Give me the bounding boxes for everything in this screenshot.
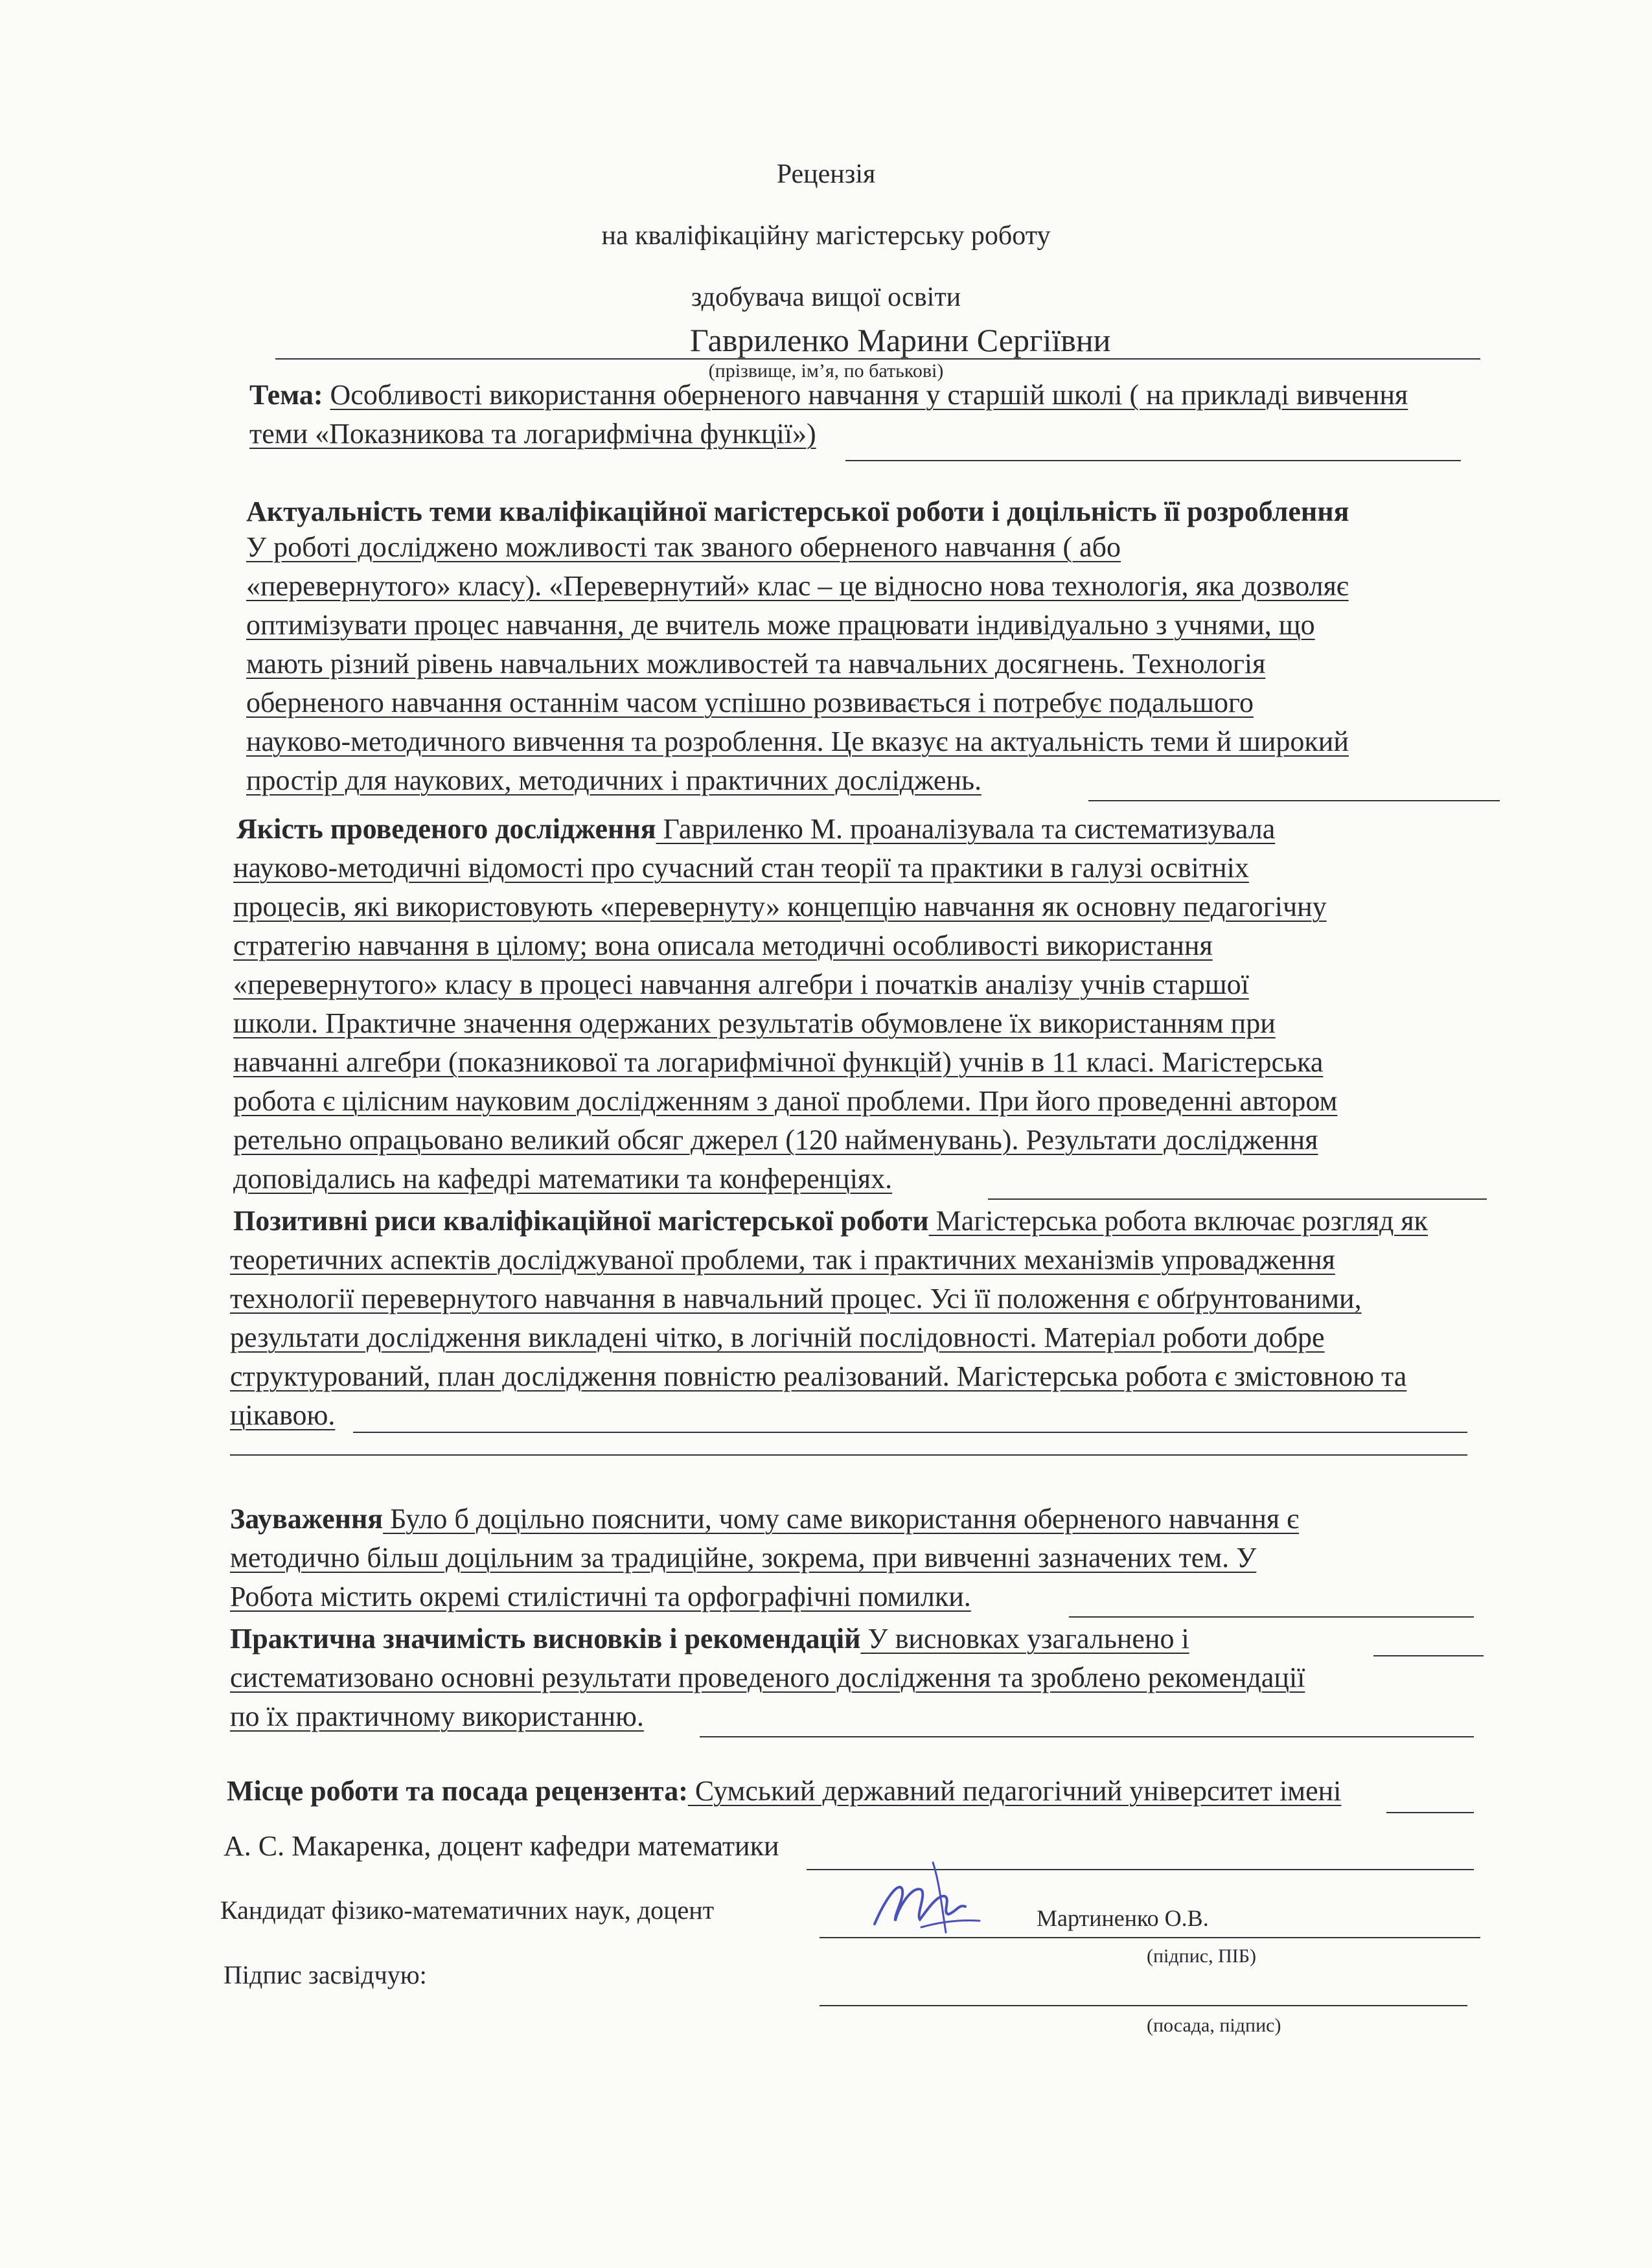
quality-line: робота є цілісним науковим дослідженням з даної проблеми. При його проведенні автором	[233, 1085, 1338, 1117]
positive-label: Позитивні риси кваліфікаційної магістерської роботи	[233, 1205, 929, 1237]
workplace-line-2: А. С. Макаренка, доцент кафедри математики	[224, 1830, 779, 1862]
workplace-rule-1	[1386, 1812, 1474, 1813]
relevance-line: У роботі досліджено можливості так званого оберненого навчання ( або	[246, 531, 1121, 563]
positive-line: технології перевернутого навчання в навчальний процес. Усі її положення є обґрунтованими,	[230, 1283, 1362, 1314]
quality-line: навчанні алгебри (показникової та логарифмічної функцій) учнів в 11 класі. Магістерська	[233, 1046, 1324, 1078]
quality-rule	[988, 1198, 1487, 1200]
quality-line: «перевернутого» класу в процесі навчання алгебри і початків аналізу учнів старшої	[233, 968, 1249, 1000]
topic-label: Тема:	[249, 379, 323, 411]
relevance-line: простір для наукових, методичних і практичних досліджень.	[246, 764, 982, 796]
practical-line: систематизовано основні результати проведеного дослідження та зроблено рекомендації	[230, 1662, 1305, 1693]
topic-line-1	[249, 376, 1408, 415]
remarks-line: Робота містить окремі стилістичні та орфографічні помилки.	[230, 1581, 971, 1612]
document-title: Рецензія	[776, 159, 876, 189]
signature-hint: (підпис, ПІБ)	[1147, 1945, 1256, 1967]
certify-hint: (посада, підпис)	[1147, 2015, 1281, 2036]
practical-rule-2	[700, 1736, 1474, 1737]
workplace-text-1: Сумський державний педагогічний університет імені	[687, 1775, 1342, 1807]
positive-rule-2	[230, 1454, 1467, 1456]
positive-line: цікавою.	[230, 1399, 336, 1431]
relevance-heading: Актуальність теми кваліфікаційної магістерської роботи і доцільність її розроблення	[246, 496, 1349, 527]
quality-line-1	[236, 810, 1275, 849]
topic-text-1: Особливості використання оберненого навчання у старшій школі ( на прикладі вивчення	[330, 379, 1408, 411]
positive-text-1: Магістерська робота включає розгляд як	[928, 1205, 1428, 1237]
quality-line: ретельно опрацьовано великий обсяг джерел (120 найменувань). Результати дослідження	[233, 1124, 1318, 1156]
positive-line-1	[233, 1202, 1428, 1241]
topic-text-2: теми «Показникова та логарифмічна функції»)	[249, 418, 816, 450]
quality-line: процесів, які використовують «перевернуту» концепцію навчання як основну педагогічну	[233, 891, 1327, 922]
reviewer-name-suffix: .	[1202, 1905, 1209, 1931]
handwritten-signature	[862, 1850, 991, 1947]
practical-label: Практична значимість висновків і рекомендацій	[230, 1623, 861, 1655]
quality-label: Якість проведеного дослідження	[236, 813, 656, 845]
relevance-line: науково-методичного вивчення та розроблення. Це вказує на актуальність теми й широкий	[246, 726, 1349, 757]
relevance-rule	[1088, 800, 1500, 801]
practical-line: по їх практичному використанню.	[230, 1701, 644, 1732]
relevance-line: «перевернутого» класу). «Перевернутий» клас – це відносно нова технологія, яка дозволяє	[246, 570, 1349, 602]
remarks-line-1	[230, 1500, 1299, 1539]
certify-label: Підпис засвідчую:	[224, 1960, 427, 1989]
topic-rule	[845, 460, 1461, 461]
document-subtitle: на кваліфікаційну магістерську роботу	[601, 221, 1051, 251]
relevance-line: оптимізувати процес навчання, де вчитель може працювати індивідуально з учнями, що	[246, 609, 1315, 641]
reviewer-name-text: Мартиненко О.В	[1037, 1905, 1203, 1931]
remarks-text-1: Було б доцільно пояснити, чому саме використання оберненого навчання є	[383, 1503, 1300, 1535]
topic-line-2	[249, 415, 816, 453]
positive-line: результати дослідження викладені чітко, в логічній послідовності. Матеріал роботи добре	[230, 1322, 1325, 1353]
workplace-line-1	[227, 1772, 1341, 1811]
certify-line	[820, 2005, 1467, 2006]
remarks-label: Зауваження	[230, 1503, 384, 1535]
reviewer-name	[1037, 1905, 1209, 1932]
positive-line: теоретичних аспектів досліджуваної проблеми, так і практичних механізмів упровадження	[230, 1244, 1335, 1276]
quality-line: науково-методичні відомості про сучасний стан теорії та практики в галузі освітніх	[233, 852, 1249, 884]
practical-line-1	[230, 1620, 1189, 1658]
reviewer-degree: Кандидат фізико-математичних наук, доцент	[220, 1896, 715, 1925]
quality-text-1: Гавриленко М. проаналізувала та систематизувала	[656, 813, 1276, 845]
relevance-line: оберненого навчання останнім часом успішно розвивається і потребує подальшого	[246, 687, 1254, 718]
student-name-hint: (прізвище, ім’я, по батькові)	[708, 360, 944, 382]
workplace-label: Місце роботи та посада рецензента:	[227, 1775, 688, 1807]
remarks-line: методично більш доцільним за традиційне, зокрема, при вивченні зазначених тем. У	[230, 1542, 1257, 1574]
positive-line: структурований, план дослідження повністю реалізований. Магістерська робота є змістовною та	[230, 1360, 1407, 1392]
quality-line: доповідались на кафедрі математики та конференціях.	[233, 1163, 893, 1195]
positive-rule	[353, 1432, 1467, 1433]
quality-line: школи. Практичне значення одержаних результатів обумовлене їх використанням при	[233, 1007, 1276, 1039]
practical-rule-1	[1373, 1655, 1484, 1656]
relevance-line: мають різний рівень навчальних можливостей та навчальних досягнень. Технологія	[246, 648, 1266, 680]
quality-line: стратегію навчання в цілому; вона описала методичні особливості використання	[233, 930, 1213, 961]
document-subtitle-2: здобувача вищої освіти	[691, 282, 961, 312]
remarks-rule	[1069, 1616, 1474, 1618]
student-name: Гавриленко Марини Сергіївни	[690, 322, 1111, 358]
practical-text-1: У висновках узагальнено і	[860, 1623, 1189, 1655]
